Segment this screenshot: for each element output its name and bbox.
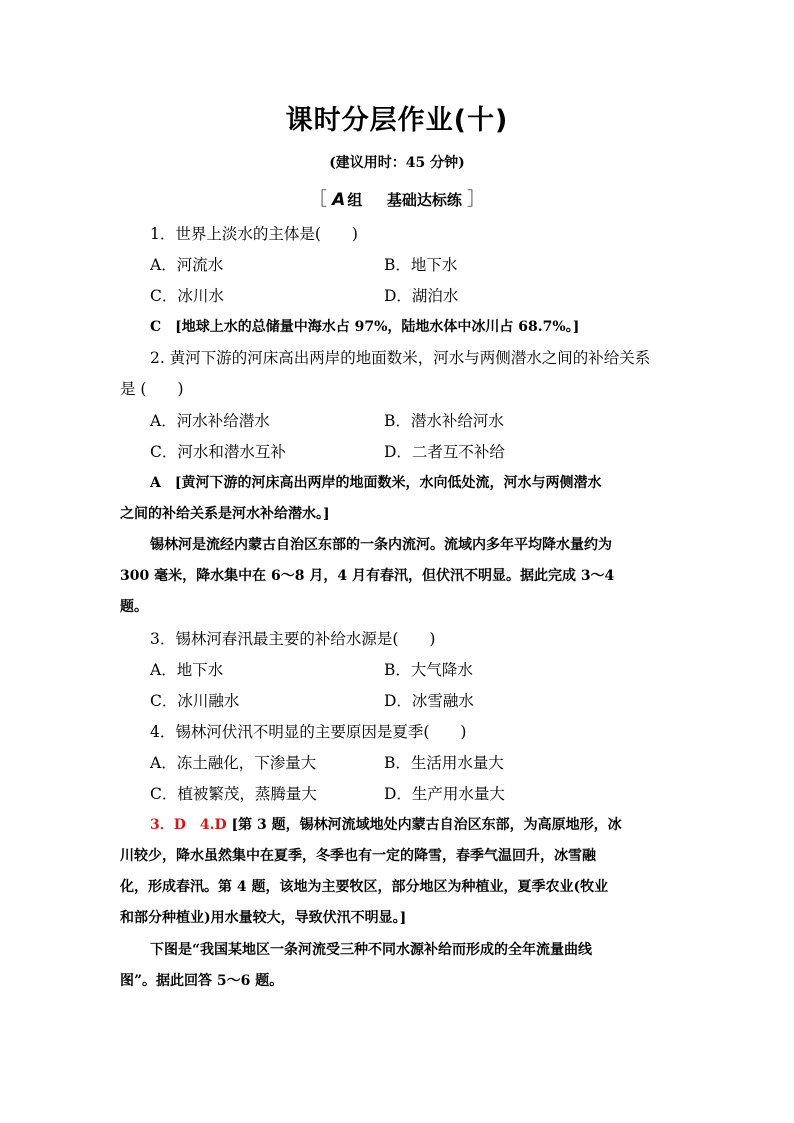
q2-option-d: D．二者互不补给 xyxy=(384,443,505,461)
q4-option-b: B．生活用水量大 xyxy=(384,754,504,772)
q2-option-a: A．河水补给潜水 xyxy=(150,412,270,430)
answer34-line2: 川较少，降水虽然集中在夏季，冬季也有一定的降雪，春季气温回升，冰雪融 xyxy=(120,848,596,864)
q4-stem: 4．锡林河伏汛不明显的主要原因是夏季( ) xyxy=(150,723,467,741)
material1-line3: 题。 xyxy=(120,599,148,615)
q3-option-a: A．地下水 xyxy=(150,661,224,679)
q2-stem-line1: 2. 黄河下游的河床高出两岸的地面数米，河水与两侧潜水之间的补给关系 xyxy=(150,349,651,367)
group-close-bracket: ］ xyxy=(467,189,486,210)
answer34-line1 xyxy=(150,814,622,834)
material2-line2: 图”。据此回答 5～6 题。 xyxy=(120,973,284,989)
q3-stem: 3．锡林河春汛最主要的补给水源是( ) xyxy=(150,630,436,648)
suggested-time: (建议用时：45 分钟) xyxy=(329,155,465,171)
material1-line1: 锡林河是流经内蒙古自治区东部的一条内流河。流域内多年平均降水量约为 xyxy=(150,537,612,553)
q3-option-d: D．冰雪融水 xyxy=(384,692,474,710)
q3-option-b: B．大气降水 xyxy=(384,661,473,679)
q4-option-d: D．生产用水量大 xyxy=(384,785,505,803)
q2-stem-line2: 是 ( ) xyxy=(120,380,184,398)
group-letter: A xyxy=(332,190,346,210)
q2-answer-line2: 之间的补给关系是河水补给潜水。] xyxy=(120,506,330,522)
answer34-line4: 和部分种植业)用水量较大，导致伏汛不明显。] xyxy=(120,910,407,926)
q1-option-d: D．湖泊水 xyxy=(384,287,459,305)
q1-option-a: A．河流水 xyxy=(150,256,224,274)
material1-line2: 300 毫米，降水集中在 6～8 月，4 月有春汛，但伏汛不明显。据此完成 3～4 xyxy=(120,568,615,584)
page-title: 课时分层作业(十) xyxy=(285,105,509,136)
q2-option-c: C．河水和潜水互补 xyxy=(150,443,286,461)
group-open-bracket: ［ xyxy=(308,189,327,210)
q1-option-c: C．冰川水 xyxy=(150,287,224,305)
answer34-key: 3．D 4.D xyxy=(150,817,227,833)
q4-option-a: A．冻土融化，下渗量大 xyxy=(150,754,317,772)
group-heading xyxy=(0,185,794,211)
group-label: 组 xyxy=(347,191,363,209)
q1-answer: C [地球上水的总储量中海水占 97%，陆地水体中冰川占 68.7%。] xyxy=(150,319,580,335)
q4-option-c: C．植被繁茂，蒸腾量大 xyxy=(150,785,317,803)
material2-line1: 下图是“我国某地区一条河流受三种不同水源补给而形成的全年流量曲线 xyxy=(150,942,593,958)
q1-option-b: B．地下水 xyxy=(384,256,458,274)
group-name: 基础达标练 xyxy=(386,191,462,209)
answer34-text1: [第 3 题，锡林河流域地处内蒙古自治区东部，为高原地形，冰 xyxy=(231,817,622,833)
q2-option-b: B．潜水补给河水 xyxy=(384,412,504,430)
q1-stem: 1．世界上淡水的主体是( ) xyxy=(150,225,358,243)
q3-option-c: C．冰川融水 xyxy=(150,692,240,710)
q2-answer-line1: A [黄河下游的河床高出两岸的地面数米，水向低处流，河水与两侧潜水 xyxy=(150,475,602,491)
answer34-line3: 化，形成春汛。第 4 题，该地为主要牧区，部分地区为种植业，夏季农业(牧业 xyxy=(120,879,609,895)
